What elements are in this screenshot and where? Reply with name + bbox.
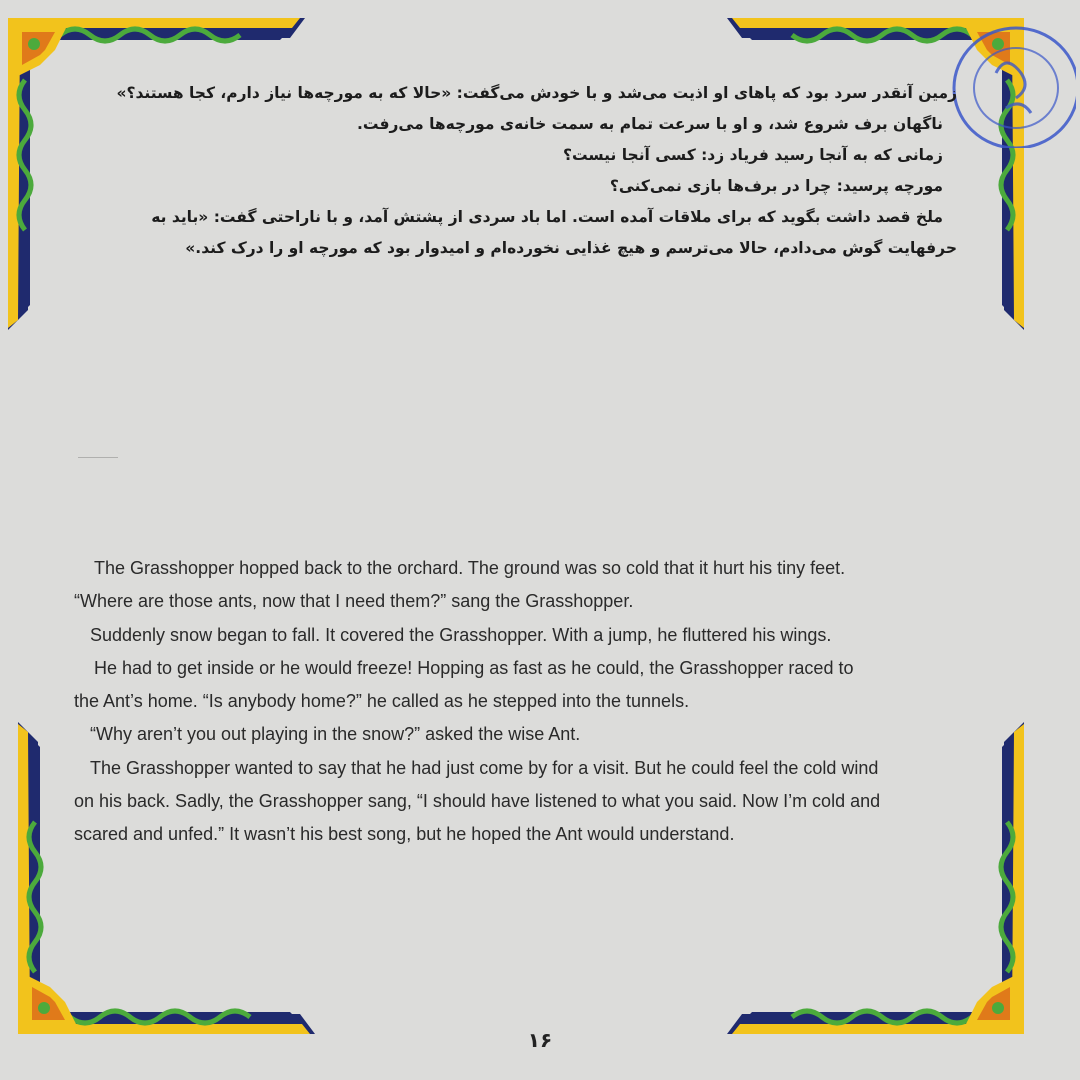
persian-line: ناگهان برف شروع شد، و او با سرعت تمام به سمت خانه‌ی مورچه‌ها می‌رفت. xyxy=(357,115,943,133)
persian-line: حرفهایت گوش می‌دادم، حالا می‌ترسم و هیچ غذایی نخورده‌ام و امیدوار بود که مورچه او را درک کند.» xyxy=(185,239,957,257)
persian-line: زمین آنقدر سرد بود که پاهای او اذیت می‌شد و با خودش می‌گفت: «حالا که به مورچه‌ها نیاز دارم، کجا هستند؟» xyxy=(116,84,957,102)
divider-mark xyxy=(78,457,118,458)
english-line: The Grasshopper wanted to say that he had just come by for a visit. But he could feel the cold wind xyxy=(90,757,879,778)
english-line: The Grasshopper hopped back to the orchard. The ground was so cold that it hurt his tiny feet. xyxy=(94,558,846,578)
persian-line: زمانی که به آنجا رسید فریاد زد: کسی آنجا نیست؟ xyxy=(563,146,943,164)
page-number: ۱۶ xyxy=(527,1028,553,1052)
english-line: on his back. Sadly, the Grasshopper sang, “I should have listened to what you said. Now I’m cold and xyxy=(74,791,881,812)
english-line: the Ant’s home. “Is anybody home?” he called as he stepped into the tunnels. xyxy=(74,691,690,712)
english-line: He had to get inside or he would freeze! Hopping as fast as he could, the Grasshopper raced to xyxy=(94,657,854,678)
english-line: Suddenly snow began to fall. It covered the Grasshopper. With a jump, he fluttered his wings. xyxy=(90,624,832,645)
english-line: “Where are those ants, now that I need them?” sang the Grasshopper. xyxy=(74,591,634,612)
ink-stamp xyxy=(936,18,1076,148)
persian-line: مورچه پرسید: چرا در برف‌ها بازی نمی‌کنی؟ xyxy=(609,177,943,195)
persian-text-block xyxy=(62,78,957,264)
english-line: scared and unfed.” It wasn’t his best song, but he hoped the Ant would understand. xyxy=(74,824,735,845)
english-line: “Why aren’t you out playing in the snow?” asked the wise Ant. xyxy=(90,724,581,745)
english-text-block xyxy=(74,552,974,852)
persian-line: ملخ قصد داشت بگوید که برای ملاقات آمده است. اما باد سردی از پشتش آمد، و با ناراحتی گفت: «باید به xyxy=(151,208,943,226)
